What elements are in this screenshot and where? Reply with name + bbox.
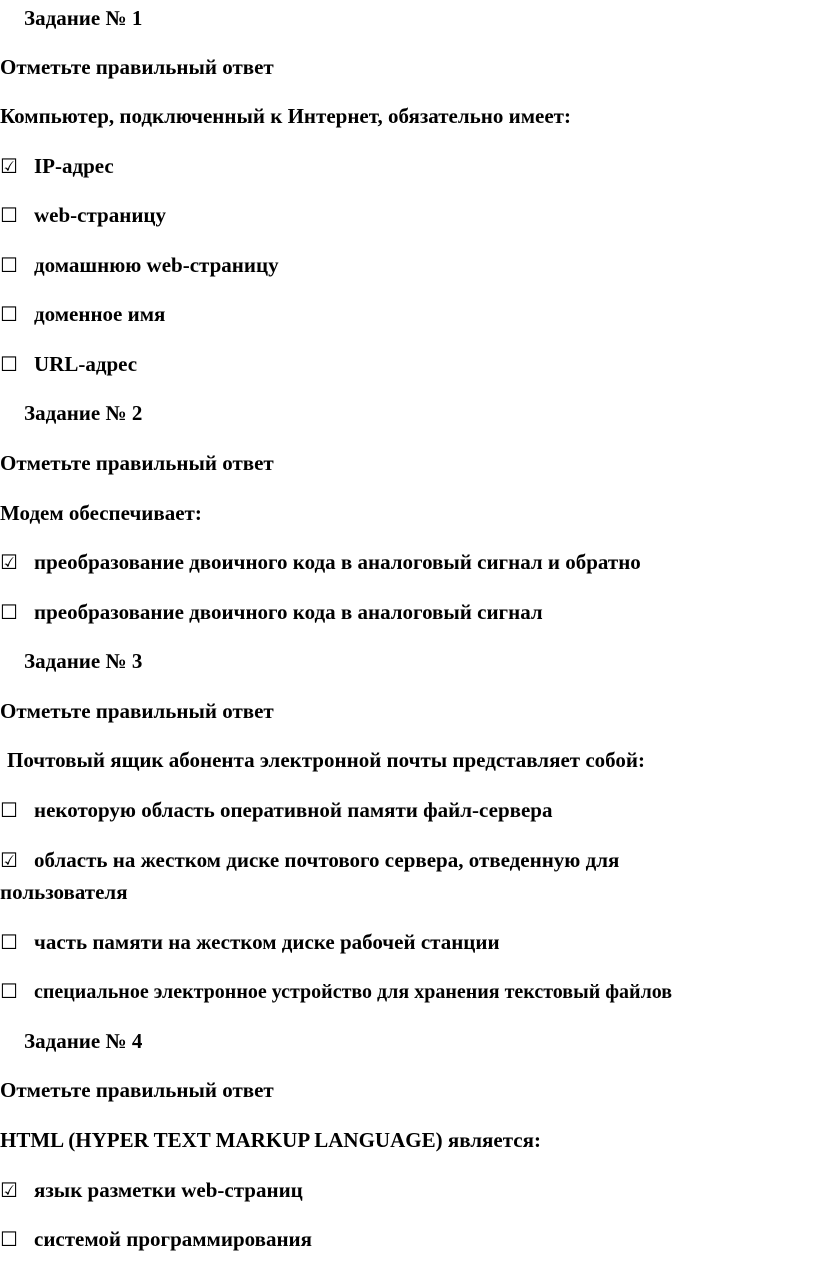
task-1-question: Компьютер, подключенный к Интернет, обязательно имеет: <box>0 104 571 128</box>
option-label: домашнюю web-страницу <box>34 253 279 277</box>
option-label: web-страницу <box>34 203 167 227</box>
unchecked-checkbox-icon[interactable]: ☐ <box>0 979 18 1003</box>
task-2-option-1[interactable] <box>0 549 641 575</box>
task-1-option-4[interactable] <box>0 301 165 327</box>
task-3-option-2-continuation: пользователя <box>0 880 128 904</box>
task-4-option-1[interactable] <box>0 1177 303 1203</box>
task-1-instruction: Отметьте правильный ответ <box>0 55 274 79</box>
task-3-option-1[interactable] <box>0 797 552 823</box>
option-label: специальное электронное устройство для хранения текстовый файлов <box>34 981 673 1003</box>
unchecked-checkbox-icon[interactable]: ☐ <box>0 203 18 227</box>
unchecked-checkbox-icon[interactable]: ☐ <box>0 798 18 822</box>
unchecked-checkbox-icon[interactable]: ☐ <box>0 302 18 326</box>
task-3-title: Задание № 3 <box>24 649 143 673</box>
option-label: URL-адрес <box>34 352 138 376</box>
unchecked-checkbox-icon[interactable]: ☐ <box>0 1227 18 1251</box>
option-label: IP-адрес <box>34 154 114 178</box>
task-4-title: Задание № 4 <box>24 1029 143 1053</box>
unchecked-checkbox-icon[interactable]: ☐ <box>0 352 18 376</box>
task-2-title: Задание № 2 <box>24 401 143 425</box>
checked-checkbox-icon[interactable]: ☑ <box>0 848 18 872</box>
task-1-option-1[interactable] <box>0 153 114 179</box>
option-label: язык разметки web-страниц <box>34 1178 303 1202</box>
unchecked-checkbox-icon[interactable]: ☐ <box>0 253 18 277</box>
option-label: системой программирования <box>34 1227 313 1251</box>
task-3-option-3[interactable] <box>0 929 500 955</box>
task-3-instruction: Отметьте правильный ответ <box>0 699 274 723</box>
checked-checkbox-icon[interactable]: ☑ <box>0 550 18 574</box>
task-3-option-2[interactable] <box>0 847 619 873</box>
task-1-option-5[interactable] <box>0 351 137 377</box>
task-4-question: HTML (HYPER TEXT MARKUP LANGUAGE) является: <box>0 1128 541 1152</box>
option-label: часть памяти на жестком диске рабочей станции <box>34 930 500 954</box>
option-label: преобразование двоичного кода в аналоговый сигнал и обратно <box>34 550 641 574</box>
task-4-option-2[interactable] <box>0 1226 312 1252</box>
task-3-option-4[interactable] <box>0 978 672 1005</box>
checked-checkbox-icon[interactable]: ☑ <box>0 154 18 178</box>
option-label: преобразование двоичного кода в аналоговый сигнал <box>34 600 543 624</box>
task-4-instruction: Отметьте правильный ответ <box>0 1078 274 1102</box>
checked-checkbox-icon[interactable]: ☑ <box>0 1178 18 1202</box>
option-label: доменное имя <box>34 302 166 326</box>
task-1-option-3[interactable] <box>0 252 279 278</box>
unchecked-checkbox-icon[interactable]: ☐ <box>0 930 18 954</box>
task-3-question: Почтовый ящик абонента электронной почты представляет собой: <box>7 748 645 772</box>
task-1-option-2[interactable] <box>0 202 166 228</box>
unchecked-checkbox-icon[interactable]: ☐ <box>0 600 18 624</box>
option-label: область на жестком диске почтового сервера, отведенную для <box>34 848 620 872</box>
task-1-title: Задание № 1 <box>24 6 143 30</box>
task-2-question: Модем обеспечивает: <box>0 501 202 525</box>
task-2-instruction: Отметьте правильный ответ <box>0 451 274 475</box>
option-label: некоторую область оперативной памяти файл-сервера <box>34 798 553 822</box>
task-2-option-2[interactable] <box>0 599 543 625</box>
